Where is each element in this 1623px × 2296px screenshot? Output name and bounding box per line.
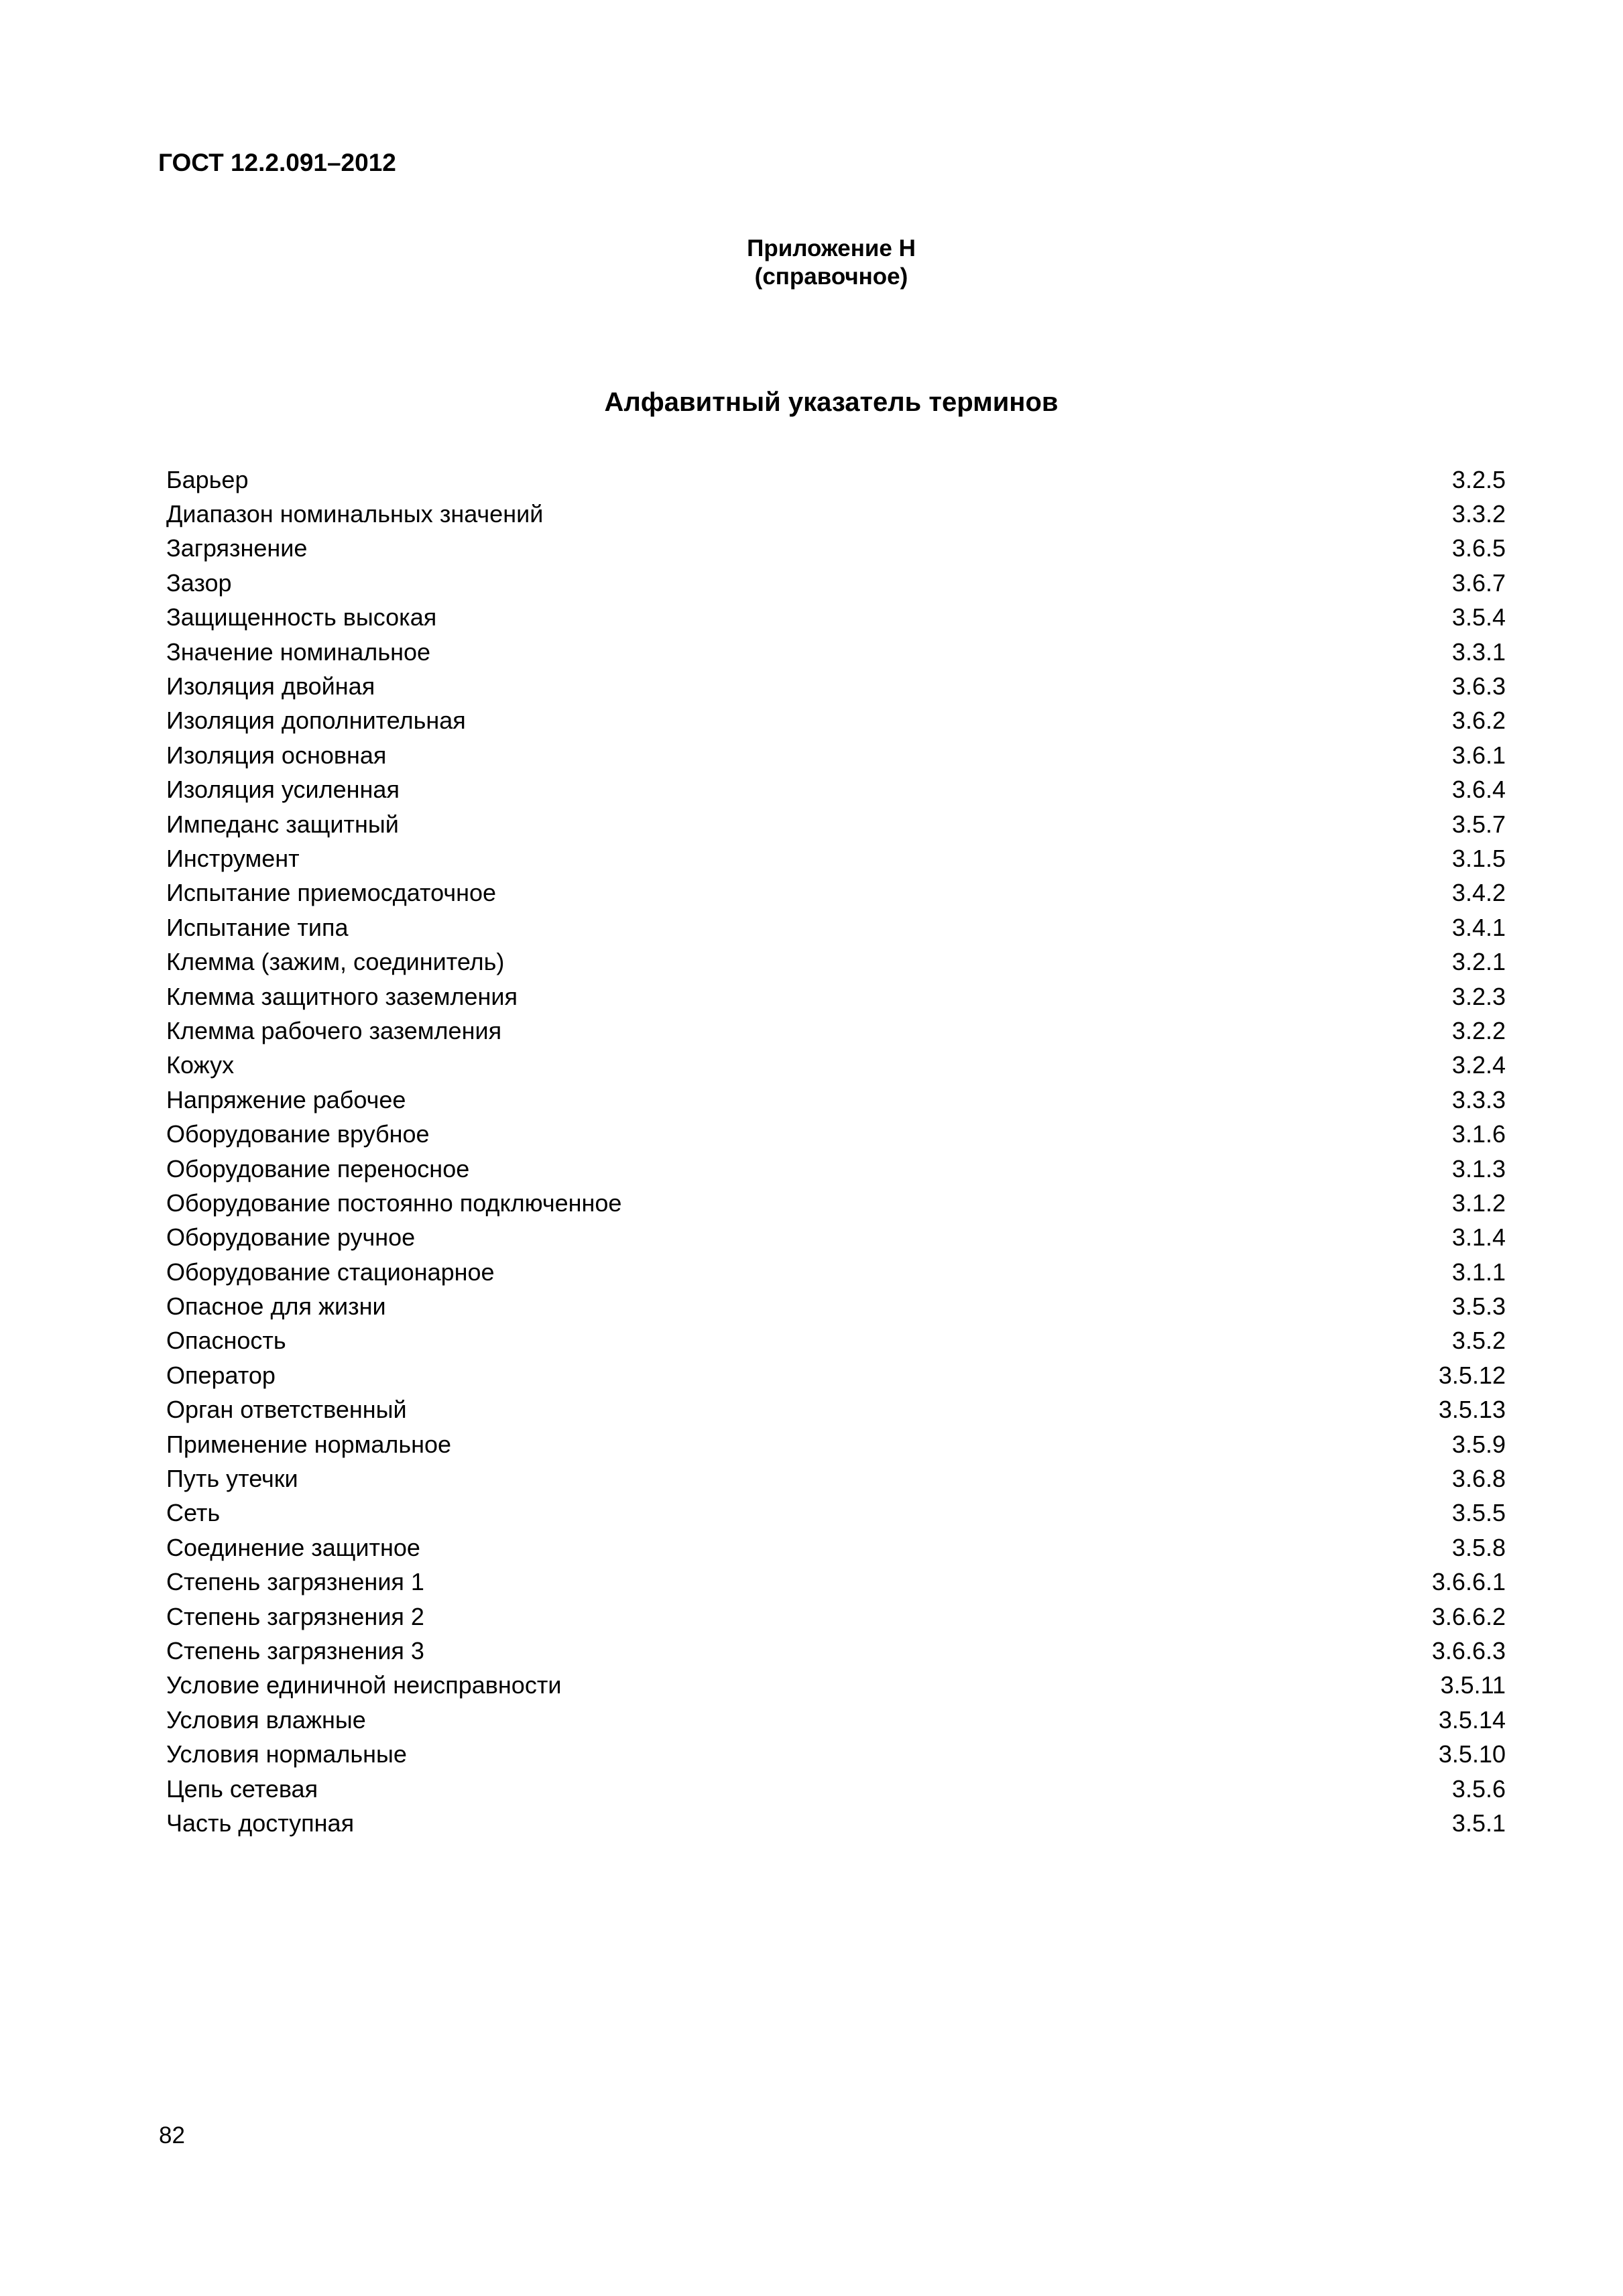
index-entry: [166, 1599, 1506, 1634]
index-ref: 3.6.3: [1451, 672, 1506, 701]
index-entry: [166, 1358, 1506, 1392]
index-term: Условие единичной неисправности: [166, 1671, 562, 1699]
index-term: Значение номинальное: [166, 638, 430, 666]
index-entry: [166, 1565, 1506, 1599]
index-ref: 3.6.1: [1451, 741, 1506, 769]
index-entry: [166, 497, 1506, 531]
index-term: Опасность: [166, 1327, 286, 1355]
index-ref: 3.5.13: [1438, 1396, 1506, 1424]
index-term: Часть доступная: [166, 1809, 355, 1837]
index-term: Применение нормальное: [166, 1430, 452, 1458]
index-ref: 3.1.3: [1451, 1154, 1506, 1183]
index-ref: 3.2.4: [1451, 1051, 1506, 1079]
index-ref: 3.3.2: [1451, 500, 1506, 528]
index-entry: [166, 1152, 1506, 1186]
index-ref: 3.4.2: [1451, 879, 1506, 907]
index-entry: [166, 1669, 1506, 1703]
index-entry: [166, 1324, 1506, 1358]
index-term: Испытание приемосдаточное: [166, 879, 497, 907]
index-ref: 3.5.5: [1451, 1499, 1506, 1527]
index-ref: 3.5.4: [1451, 603, 1506, 631]
index-term: Цепь сетевая: [166, 1774, 318, 1803]
index-term: Изоляция усиленная: [166, 776, 400, 804]
index-ref: 3.5.9: [1451, 1430, 1506, 1458]
index-entry: [166, 463, 1506, 497]
index-entry: [166, 910, 1506, 945]
index-ref: 3.2.1: [1451, 948, 1506, 976]
index-title: Алфавитный указатель терминов: [604, 387, 1059, 417]
index-ref: 3.5.2: [1451, 1327, 1506, 1355]
index-entry: [166, 532, 1506, 566]
index-entry: [166, 1083, 1506, 1117]
page-number: 82: [159, 2122, 185, 2149]
index-entry: [166, 1496, 1506, 1530]
index-term: Защищенность высокая: [166, 603, 437, 631]
index-ref: 3.5.1: [1451, 1809, 1506, 1837]
index-ref: 3.1.4: [1451, 1223, 1506, 1252]
index-ref: 3.6.7: [1451, 568, 1506, 597]
index-entry: [166, 1289, 1506, 1323]
index-entry: [166, 841, 1506, 875]
index-term: Оборудование стационарное: [166, 1258, 495, 1286]
index-entry: [166, 773, 1506, 807]
index-entry: [166, 1530, 1506, 1565]
index-entry: [166, 738, 1506, 772]
index-ref: 3.2.5: [1451, 465, 1506, 493]
annex-subtitle: (справочное): [754, 263, 908, 290]
index-term: Условия влажные: [166, 1705, 366, 1734]
index-ref: 3.5.11: [1440, 1671, 1506, 1699]
index-entry: [166, 1427, 1506, 1461]
index-entry: [166, 1703, 1506, 1737]
index-entry: [166, 1634, 1506, 1668]
index-term: Импеданс защитный: [166, 810, 399, 838]
document-code: ГОСТ 12.2.091–2012: [158, 149, 396, 176]
index-ref: 3.6.6.3: [1431, 1636, 1506, 1665]
index-term: Диапазон номинальных значений: [166, 500, 544, 528]
index-ref: 3.1.1: [1451, 1258, 1506, 1286]
index-ref: 3.5.10: [1438, 1740, 1506, 1768]
index-term: Оборудование врубное: [166, 1120, 430, 1148]
index-term: Испытание типа: [166, 913, 349, 941]
index-entry: [166, 1186, 1506, 1220]
index-term: Степень загрязнения 1: [166, 1568, 424, 1596]
index-ref: 3.4.1: [1451, 913, 1506, 941]
index-entry: [166, 669, 1506, 703]
index-term: Напряжение рабочее: [166, 1085, 406, 1113]
index-ref: 3.6.6.1: [1431, 1568, 1506, 1596]
index-term: Клемма рабочего заземления: [166, 1016, 502, 1044]
index-term: Изоляция дополнительная: [166, 707, 466, 735]
index-ref: 3.6.5: [1451, 534, 1506, 562]
index-ref: 3.1.6: [1451, 1120, 1506, 1148]
index-ref: 3.5.8: [1451, 1533, 1506, 1561]
index-term: Зазор: [166, 568, 232, 597]
index-term: Оборудование переносное: [166, 1154, 470, 1183]
index-ref: 3.2.2: [1451, 1016, 1506, 1044]
index-term: Загрязнение: [166, 534, 308, 562]
index-term: Изоляция основная: [166, 741, 387, 769]
annex-title: Приложение Н: [747, 235, 916, 261]
index-ref: 3.3.3: [1451, 1085, 1506, 1113]
index-term: Клемма (зажим, соединитель): [166, 948, 505, 976]
index-entry: [166, 1393, 1506, 1427]
index-term: Кожух: [166, 1051, 235, 1079]
annex-heading: [0, 235, 1623, 291]
index-entry: [166, 704, 1506, 738]
index-term: Степень загрязнения 3: [166, 1636, 424, 1665]
index-term: Клемма защитного заземления: [166, 982, 518, 1010]
index-ref: 3.1.2: [1451, 1189, 1506, 1217]
index-term: Условия нормальные: [166, 1740, 407, 1768]
index-term: Оборудование ручное: [166, 1223, 416, 1252]
index-entry: [166, 1255, 1506, 1289]
index-ref: 3.5.14: [1438, 1705, 1506, 1734]
index-ref: 3.6.2: [1451, 707, 1506, 735]
index-ref: 3.6.8: [1451, 1465, 1506, 1493]
index-term: Орган ответственный: [166, 1396, 407, 1424]
index-ref: 3.5.6: [1451, 1774, 1506, 1803]
index-entry: [166, 601, 1506, 635]
term-index-list: [166, 463, 1506, 1841]
index-entry: [166, 635, 1506, 669]
index-entry: [166, 1461, 1506, 1496]
index-entry: [166, 1048, 1506, 1083]
index-entry: [166, 1117, 1506, 1151]
index-entry: [166, 807, 1506, 841]
index-term: Оператор: [166, 1361, 276, 1389]
index-term: Опасное для жизни: [166, 1292, 386, 1321]
index-ref: 3.2.3: [1451, 982, 1506, 1010]
index-term: Инструмент: [166, 844, 300, 872]
index-ref: 3.5.12: [1438, 1361, 1506, 1389]
index-ref: 3.1.5: [1451, 844, 1506, 872]
index-term: Барьер: [166, 465, 249, 493]
index-entry: [166, 566, 1506, 600]
index-entry: [166, 945, 1506, 979]
index-entry: [166, 1014, 1506, 1048]
index-term: Изоляция двойная: [166, 672, 375, 701]
index-term: Оборудование постоянно подключенное: [166, 1189, 622, 1217]
index-term: Сеть: [166, 1499, 221, 1527]
index-ref: 3.5.7: [1451, 810, 1506, 838]
index-ref: 3.3.1: [1451, 638, 1506, 666]
index-term: Степень загрязнения 2: [166, 1602, 424, 1630]
index-entry: [166, 1737, 1506, 1771]
index-ref: 3.6.6.2: [1431, 1602, 1506, 1630]
index-term: Соединение защитное: [166, 1533, 420, 1561]
index-entry: [166, 876, 1506, 910]
index-entry: [166, 1772, 1506, 1806]
index-term: Путь утечки: [166, 1465, 298, 1493]
index-ref: 3.6.4: [1451, 776, 1506, 804]
index-entry: [166, 1221, 1506, 1255]
index-entry: [166, 979, 1506, 1014]
index-entry: [166, 1806, 1506, 1840]
index-ref: 3.5.3: [1451, 1292, 1506, 1321]
